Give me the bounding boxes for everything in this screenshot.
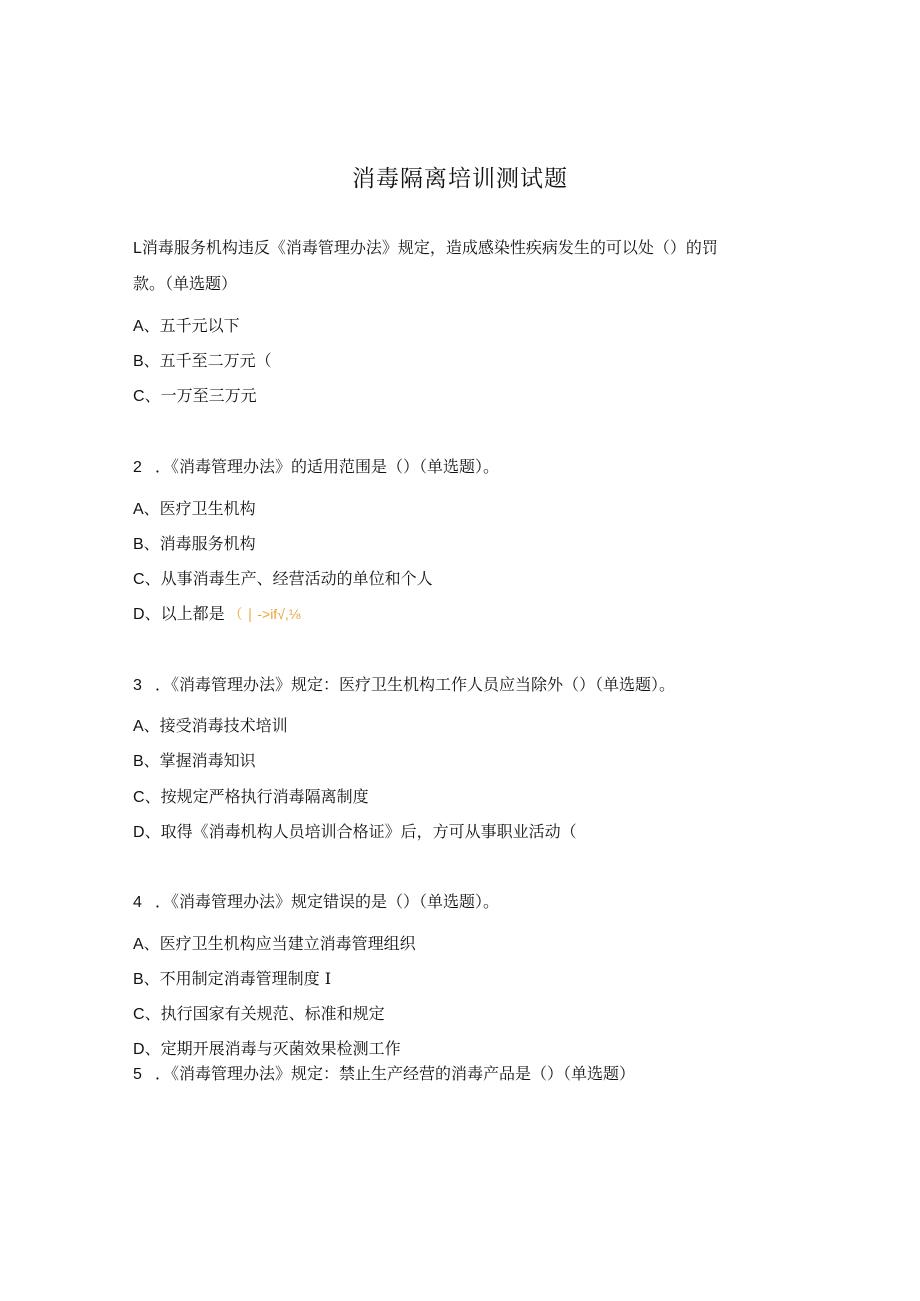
- option-letter: D: [133, 1041, 145, 1058]
- option-letter: A: [133, 718, 144, 735]
- option-text: 、取得《消毒机构人员培训合格证》后，方可从事职业活动（: [144, 822, 577, 841]
- question-3-option-c: [133, 786, 369, 809]
- question-5-stem: [133, 1063, 635, 1086]
- question-4-option-c: [133, 1003, 385, 1026]
- question-1-stem-continued: 款。（单选题）: [133, 274, 238, 293]
- option-letter: B: [133, 971, 144, 988]
- question-4-text: ．《消毒管理办法》规定错误的是（）（单选题）。: [155, 892, 500, 911]
- option-text: 、执行国家有关规范、标准和规定: [144, 1004, 385, 1023]
- question-1-option-c: [133, 385, 257, 408]
- option-letter: A: [133, 501, 144, 518]
- question-4-stem: [133, 891, 499, 914]
- question-1-text: 消毒服务机构违反《消毒管理办法》规定，造成感染性疾病发生的可以处（）的罚: [141, 238, 718, 257]
- option-letter: C: [133, 1006, 145, 1023]
- question-3-option-d: [133, 821, 577, 844]
- question-2-stem: [133, 456, 499, 479]
- question-2-option-d: [133, 603, 300, 626]
- question-5-number: 5: [133, 1066, 142, 1083]
- option-text: 、定期开展消毒与灭菌效果检测工作: [144, 1039, 401, 1058]
- option-text: 、从事消毒生产、经营活动的单位和个人: [144, 569, 433, 588]
- question-3-option-a: [133, 715, 288, 738]
- question-4-number: 4: [133, 894, 142, 911]
- question-2-number: 2: [133, 459, 142, 476]
- option-text: 、以上都是: [144, 604, 225, 623]
- option-letter: A: [133, 318, 144, 335]
- question-2-text: ．《消毒管理办法》的适用范围是（）（单选题）。: [155, 457, 500, 476]
- question-3-stem: [133, 674, 675, 697]
- option-letter: D: [133, 824, 145, 841]
- answer-mark: （ ∣ ->if√,⅛: [228, 606, 301, 622]
- question-4-option-a: [133, 933, 416, 956]
- option-text: 、一万至三万元: [144, 386, 257, 405]
- question-3-number: 3: [133, 677, 142, 694]
- option-text: 、消毒服务机构: [143, 534, 256, 553]
- question-2-option-b: [133, 533, 256, 556]
- question-1-option-a: [133, 315, 240, 338]
- option-text: 、掌握消毒知识: [143, 751, 256, 770]
- question-2-option-a: [133, 498, 256, 521]
- option-letter: C: [133, 789, 145, 806]
- option-text: 、按规定严格执行消毒隔离制度: [144, 787, 369, 806]
- option-text: 、医疗卫生机构应当建立消毒管理组织: [143, 934, 416, 953]
- page-title: 消毒隔离培训测试题: [352, 166, 568, 192]
- question-4-option-d: [133, 1038, 401, 1061]
- option-letter: C: [133, 571, 145, 588]
- option-text: 、医疗卫生机构: [143, 499, 256, 518]
- question-1-option-b: [133, 350, 272, 373]
- option-letter: B: [133, 536, 144, 553]
- question-3-text: ．《消毒管理办法》规定：医疗卫生机构工作人员应当除外（）（单选题）。: [155, 675, 676, 694]
- option-text: 、不用制定消毒管理制度 I: [143, 969, 332, 988]
- option-letter: D: [133, 606, 145, 623]
- question-1-number: L: [133, 240, 142, 257]
- option-letter: B: [133, 353, 144, 370]
- question-2-option-c: [133, 568, 433, 591]
- question-4-option-b: [133, 968, 331, 991]
- option-text: 、五千元以下: [143, 316, 240, 335]
- option-letter: B: [133, 753, 144, 770]
- option-letter: C: [133, 388, 145, 405]
- option-letter: A: [133, 936, 144, 953]
- option-text: 、五千至二万元（: [143, 351, 272, 370]
- question-3-option-b: [133, 750, 256, 773]
- question-1-stem: [133, 237, 718, 260]
- option-text: 、接受消毒技术培训: [143, 716, 288, 735]
- question-5-text: ．《消毒管理办法》规定：禁止生产经营的消毒产品是（）（单选题）: [155, 1064, 636, 1083]
